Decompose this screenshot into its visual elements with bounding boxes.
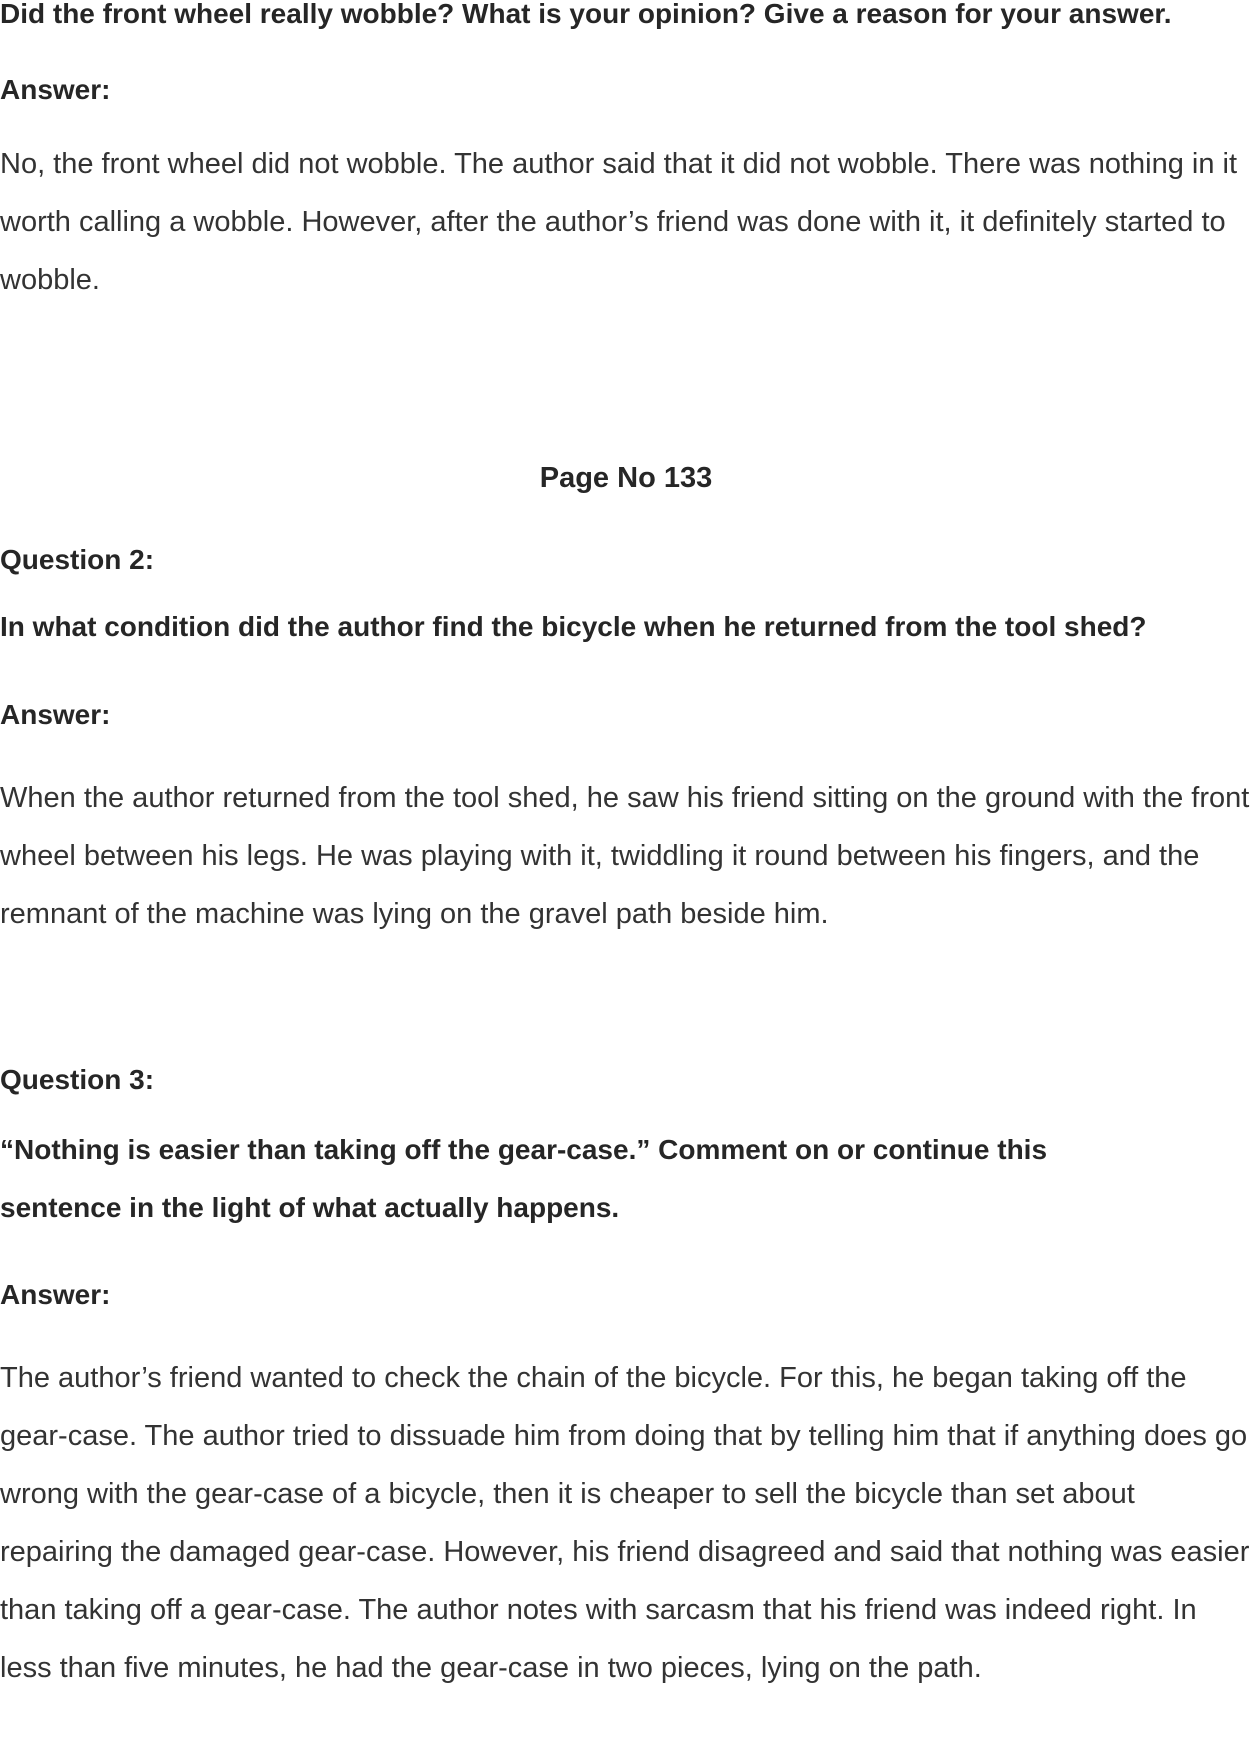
question-2-text: In what condition did the author find the bicycle when he returned from the tool shed? [0, 611, 1147, 642]
answer-3-label: Answer: [0, 1279, 111, 1310]
question-2-label: Question 2: [0, 544, 155, 575]
page-number: Page No 133 [539, 462, 713, 494]
answer-1-text: No, the front wheel did not wobble. The author said that it did not wobble. There was nothing in it worth calling a wobble. However, after the author’s friend was done with it, it definitely started to wobble. [0, 148, 1238, 296]
answer-1-label: Answer: [0, 74, 111, 105]
question-3-label: Question 3: [0, 1064, 155, 1095]
question-1-text: Did the front wheel really wobble? What is your opinion? Give a reason for your answer. [0, 0, 1172, 29]
question-3-text: “Nothing is easier than taking off the gear-case.” Comment on or continue this sentence in the light of what actually happens. [0, 1134, 1048, 1223]
answer-3-text: The author’s friend wanted to check the chain of the bicycle. For this, he began taking off the gear-case. The author tried to dissuade him from doing that by telling him that if anything does go wrong with the gear-case of a bicycle, then it is cheaper to sell the bicycle than set about repairing the damaged gear-case. However, his friend disagreed and said that nothing was easier than taking off a gear-case. The author notes with sarcasm that his friend was indeed right. In less than five minutes, he had the gear-case in two pieces, lying on the path. [0, 1362, 1250, 1684]
answer-2-text: When the author returned from the tool shed, he saw his friend sitting on the ground with the front wheel between his legs. He was playing with it, twiddling it round between his fingers, and the remnant of the machine was lying on the gravel path beside him. [0, 782, 1250, 930]
answer-2-label: Answer: [0, 699, 111, 730]
